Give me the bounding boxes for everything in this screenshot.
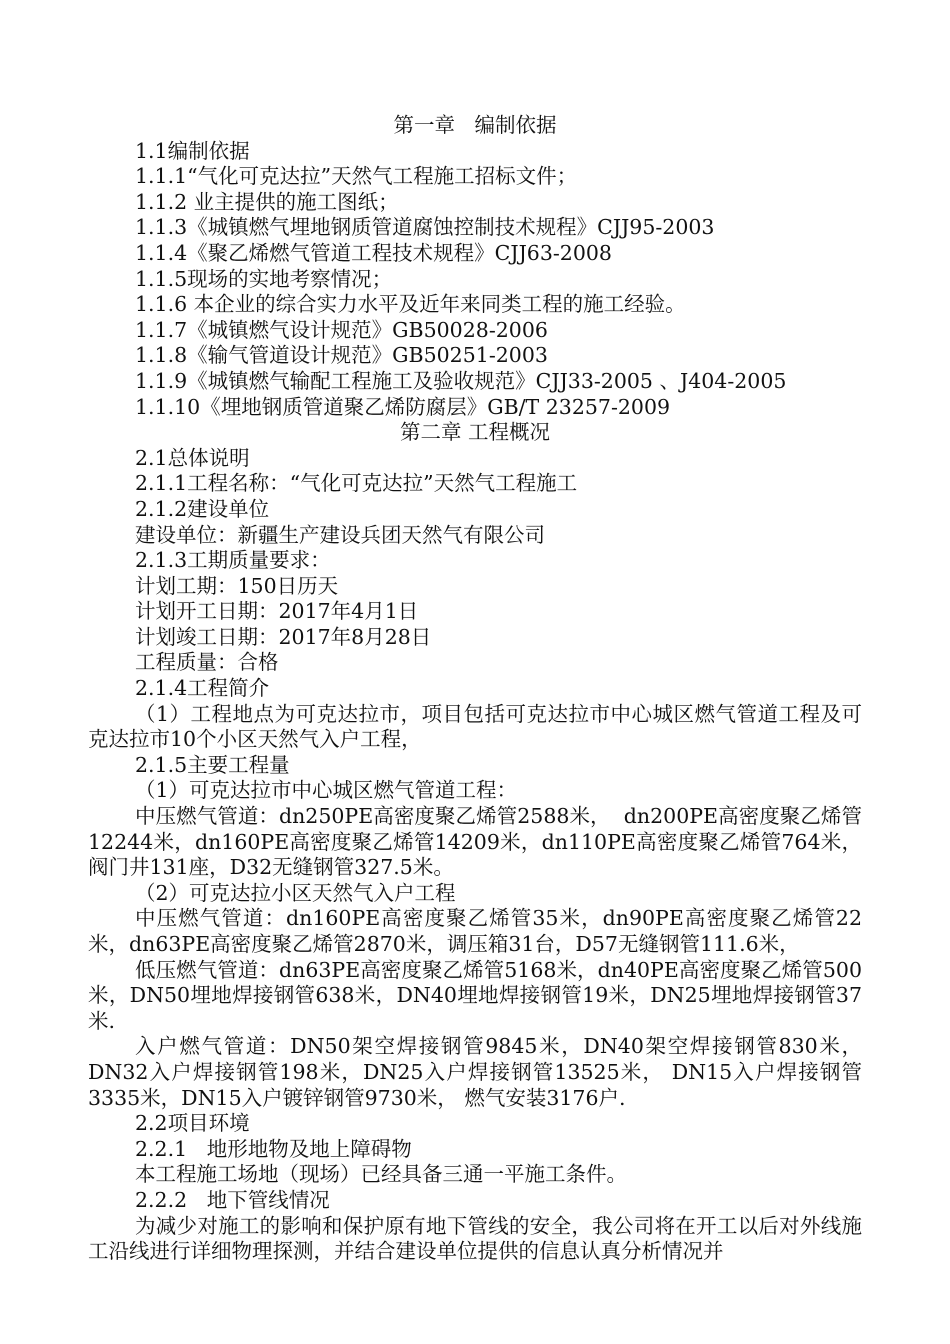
project-location-paragraph: （1）工程地点为可克达拉市，项目包括可克达拉市中心城区燃气管道工程及可克达拉市10个小区天然气入户工程，: [88, 701, 862, 752]
item-1-1-6: 1.1.6 本企业的综合实力水平及近年来同类工程的施工经验。: [135, 292, 686, 317]
chapter-1-title: 第一章 编制依据: [393, 113, 557, 137]
item-1-1-1: 1.1.1“气化可克达拉”天然气工程施工招标文件；: [135, 164, 578, 189]
planned-start-date: 计划开工日期：2017年4月1日: [135, 599, 419, 624]
quality-requirement: 工程质量：合格: [135, 650, 279, 675]
underground-pipeline-paragraph: 为减少对施工的影响和保护原有地下管线的安全，我公司将在开工以后对外线施工沿线进行详细物理探测，并结合建设单位提供的信息认真分析情况并: [88, 1213, 862, 1264]
subitem-2-residential: （2）可克达拉小区天然气入户工程: [135, 880, 456, 905]
site-conditions: 本工程施工场地（现场）已经具备三通一平施工条件。: [135, 1162, 627, 1187]
subitem-1-city-pipeline: （1）可克达拉市中心城区燃气管道工程：: [135, 778, 518, 803]
medium-pressure-city-paragraph: 中压燃气管道：dn250PE高密度聚乙烯管2588米， dn200PE高密度聚乙烯管12244米，dn160PE高密度聚乙烯管14209米，dn110PE高密度聚乙烯管764米，阀门井131座，D32无缝钢管327.5米。: [88, 804, 862, 880]
household-pipeline-paragraph: 入户燃气管道：DN50架空焊接钢管9845米，DN40架空焊接钢管830米， DN32入户焊接钢管198米，DN25入户焊接钢管13525米， DN15入户焊接钢管3335米，DN15入户镀锌钢管9730米， 燃气安装3176户.: [88, 1034, 869, 1110]
chapter-2-title: 第二章 工程概况: [399, 420, 551, 445]
item-2-1-2: 2.1.2建设单位: [135, 496, 270, 521]
item-1-1-9: 1.1.9《城镇燃气输配工程施工及验收规范》CJJ33-2005 、J404-2005: [135, 368, 787, 393]
item-2-1-3: 2.1.3工期质量要求：: [135, 548, 331, 573]
medium-pressure-residential-paragraph: 中压燃气管道：dn160PE高密度聚乙烯管35米，dn90PE高密度聚乙烯管22米，dn63PE高密度聚乙烯管2870米，调压箱31台，D57无缝钢管111.6米，: [88, 906, 862, 956]
low-pressure-paragraph: 低压燃气管道：dn63PE高密度聚乙烯管5168米，dn40PE高密度聚乙烯管500米，DN50埋地焊接钢管638米，DN40埋地焊接钢管19米，DN25埋地焊接钢管37米.: [88, 957, 862, 1033]
builder-unit: 建设单位：新疆生产建设兵团天然气有限公司: [135, 522, 545, 547]
planned-duration: 计划工期：150日历天: [135, 573, 339, 598]
item-1-1-7: 1.1.7《城镇燃气设计规范》GB50028-2006: [135, 317, 548, 342]
item-2-2-1: 2.2.1 地形地物及地上障碍物: [135, 1136, 412, 1161]
item-1-1-2: 1.1.2 业主提供的施工图纸；: [135, 189, 399, 214]
item-1-1-10: 1.1.10《埋地钢质管道聚乙烯防腐层》GB/T 23257-2009: [135, 394, 671, 419]
section-1-1: 1.1编制依据: [135, 138, 250, 163]
item-2-1-5: 2.1.5主要工程量: [135, 752, 290, 777]
item-2-1-1: 2.1.1工程名称：“气化可克达拉”天然气工程施工: [135, 471, 578, 496]
item-1-1-3: 1.1.3《城镇燃气埋地钢质管道腐蚀控制技术规程》CJJ95-2003: [135, 215, 715, 240]
section-2-2: 2.2项目环境: [135, 1111, 250, 1136]
item-1-1-8: 1.1.8《输气管道设计规范》GB50251-2003: [135, 343, 548, 368]
section-2-1: 2.1总体说明: [135, 445, 250, 470]
item-2-1-4: 2.1.4工程简介: [135, 676, 270, 701]
planned-end-date: 计划竣工日期：2017年8月28日: [135, 624, 432, 649]
item-2-2-2: 2.2.2 地下管线情况: [135, 1187, 330, 1212]
item-1-1-4: 1.1.4《聚乙烯燃气管道工程技术规程》CJJ63-2008: [135, 240, 612, 265]
item-1-1-5: 1.1.5现场的实地考察情况；: [135, 266, 393, 291]
